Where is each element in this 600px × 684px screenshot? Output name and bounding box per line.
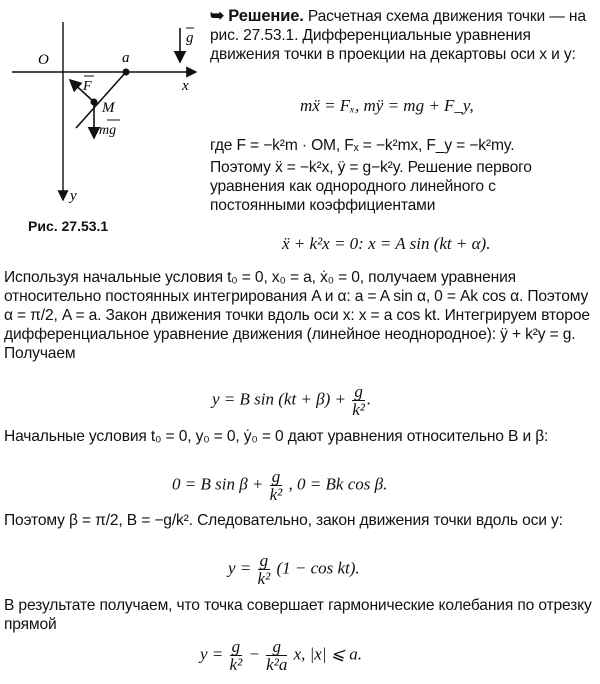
equation-5 <box>228 552 360 587</box>
equation-6-fraction-2 <box>266 638 287 673</box>
equation-6-denominator-2: k²a <box>266 655 288 674</box>
equation-4-lhs: 0 = B sin β + <box>172 474 264 494</box>
equation-6-denominator-1: k² <box>229 655 243 674</box>
label-m: M <box>102 100 115 116</box>
label-x-axis: x <box>182 78 189 94</box>
equation-3-numerator: g <box>352 383 365 401</box>
equation-6-rhs: x, |x| ⩽ a. <box>293 644 363 664</box>
equation-4-fraction <box>270 468 283 503</box>
figure-diagram <box>0 0 205 215</box>
equation-3-fraction <box>352 383 365 418</box>
equation-6-numerator-2: g <box>266 638 287 656</box>
equation-6-mid: − <box>248 644 260 664</box>
label-f: F <box>83 79 92 94</box>
equation-6-lhs: y = <box>200 644 224 664</box>
equation-5-denominator: k² <box>257 569 271 588</box>
equation-4 <box>172 468 387 503</box>
point-a <box>123 69 130 76</box>
equation-2: ẍ + k²x = 0: x = A sin (kt + α). <box>282 234 491 253</box>
label-g: g <box>186 30 194 46</box>
initial-conditions-1: Используя начальные условия t₀ = 0, x₀ = a, ẋ₀ = 0, получаем уравнения относительно постоянных интегрирования A и α: a = A sin α, 0 = Ak cos α. Поэтому α = π/2, A = a. Закон движения точки вдоль оси x: x = a cos kt. Интегрируем второе дифференциальное уравнение движения (линейное неоднородное): ÿ + k²y = g. Получаем <box>4 269 590 362</box>
result-line: В результате получаем, что точка совершает гармонические колебания по отрезку прямой <box>4 597 592 633</box>
intro-paragraph <box>210 6 595 64</box>
intro-text: Расчетная схема движения точки — на рис. 27.53.1. Дифференциальные уравнения движения точки в проекции на декартовы оси x и y: <box>210 8 586 63</box>
equation-6-fraction-1 <box>230 638 243 673</box>
label-mg: mg <box>99 123 117 138</box>
label-a: a <box>122 50 130 66</box>
equation-6 <box>200 638 362 673</box>
header-title: Решение. <box>228 7 304 25</box>
where-line: где F = −k²m · OM, Fₓ = −k²mx, F_y = −k²my. <box>210 137 515 154</box>
label-y-axis: y <box>70 188 77 204</box>
so-line-2: Поэтому β = π/2, B = −g/k². Следовательно, закон движения точки вдоль оси y: <box>4 512 563 529</box>
equation-1: mẍ = Fₓ, mÿ = mg + F_y, <box>300 96 474 115</box>
equation-5-lhs: y = <box>228 558 252 578</box>
equation-4-numerator: g <box>270 468 283 486</box>
equation-5-fraction <box>258 552 271 587</box>
equation-5-rhs: (1 − cos kt). <box>276 558 360 578</box>
figure-caption: Рис. 27.53.1 <box>28 218 109 234</box>
label-origin: O <box>38 52 49 68</box>
equation-4-denominator: k² <box>269 485 283 504</box>
equation-6-numerator-1: g <box>230 638 243 656</box>
equation-4-rhs: , 0 = Bk cos β. <box>288 474 388 494</box>
equation-5-numerator: g <box>258 552 271 570</box>
equation-3-lhs: y = B sin (kt + β) + <box>212 389 346 409</box>
initial-conditions-2: Начальные условия t₀ = 0, y₀ = 0, ẏ₀ = 0 дают уравнения относительно B и β: <box>4 428 549 445</box>
header-arrow-icon: ➥ <box>210 6 225 25</box>
so-line: Поэтому ẍ = −k²x, ÿ = g−k²y. Решение первого уравнения как однородного линейного с постоянными коэффициентами <box>210 159 532 214</box>
equation-3-denominator: k² <box>352 400 365 419</box>
equation-3: y = B sin (kt + β) + $\frac{g}{\text{k²}}$ . <box>212 382 372 419</box>
